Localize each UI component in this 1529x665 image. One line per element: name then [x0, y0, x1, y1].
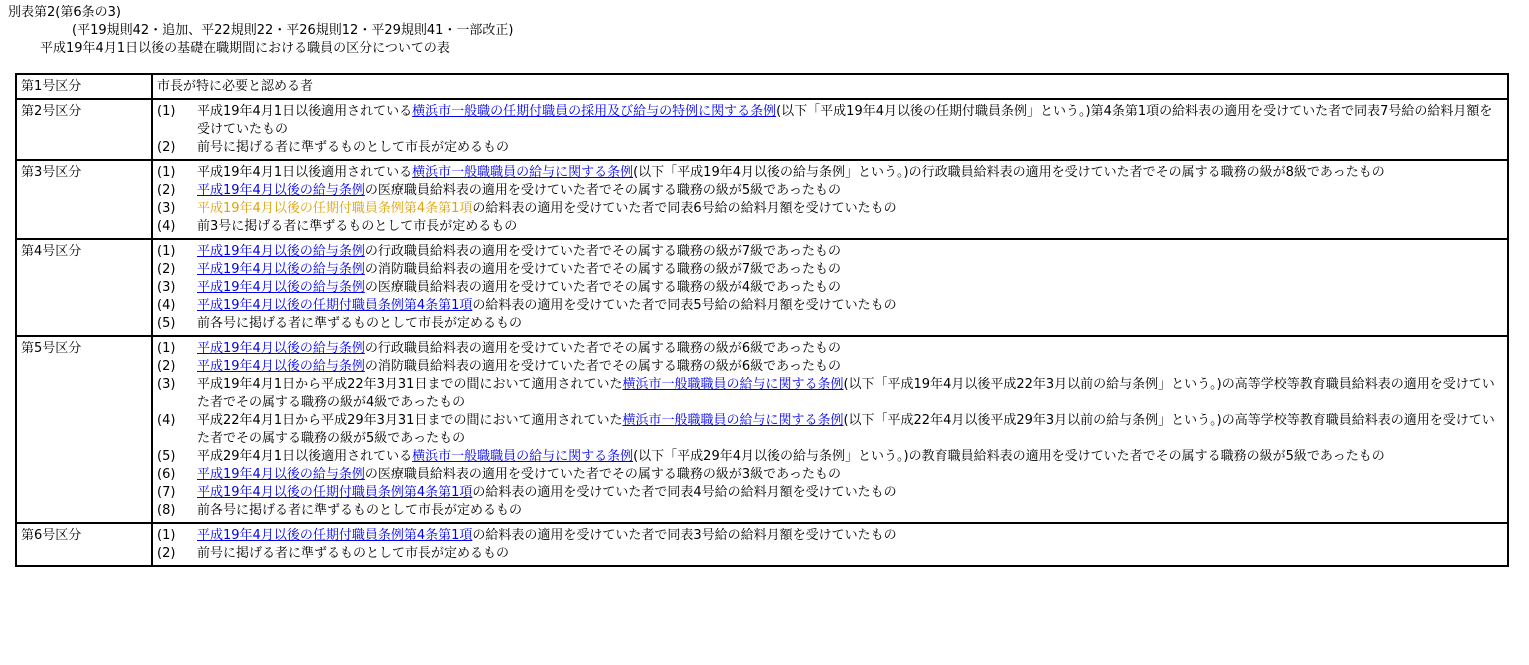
- item-number: (8): [157, 503, 176, 518]
- category-criteria: [152, 239, 1508, 336]
- category-label: 第3号区分: [16, 160, 152, 239]
- table-heading: [0, 0, 1529, 58]
- table-row: [16, 99, 1508, 160]
- list-item: [157, 502, 1503, 520]
- item-text: [197, 466, 1503, 484]
- list-item: [157, 448, 1503, 466]
- item-text: [197, 315, 1503, 333]
- classification-table: [15, 73, 1509, 567]
- item-number: (6): [157, 467, 176, 482]
- item-text: [197, 502, 1503, 520]
- ordinance-link[interactable]: 平成19年4月以後の給与条例: [197, 467, 365, 482]
- category-criteria: [152, 336, 1508, 523]
- item-text-pre: 平成19年4月1日以後適用されている: [197, 104, 413, 119]
- item-text-pre: 平成19年4月1日以後適用されている: [197, 165, 413, 180]
- ordinance-link[interactable]: 平成19年4月以後の給与条例: [197, 280, 365, 295]
- table-row: [16, 523, 1508, 566]
- item-text-pre: 平成22年4月1日から平成29年3月31日までの間において適用されていた: [197, 413, 623, 428]
- item-text-post: の消防職員給料表の適用を受けていた者でその属する職務の級が7級であったもの: [364, 262, 841, 277]
- item-number: (1): [157, 165, 176, 180]
- table-row: [16, 160, 1508, 239]
- item-text-pre: 前3号に掲げる者に準ずるものとして市長が定めるもの: [197, 219, 518, 234]
- item-number: (1): [157, 104, 176, 119]
- list-item: [157, 139, 1503, 157]
- item-text-post: (以下「平成22年4月以後平成29年3月以前の給与条例」という。)の高等学校等教育職員給料表の適用を受けていた者でその属する職務の級が5級であったもの: [197, 413, 1495, 446]
- item-text: [197, 358, 1503, 376]
- item-number: (1): [157, 244, 176, 259]
- item-text-post: の給料表の適用を受けていた者で同表4号給の給料月額を受けていたもの: [472, 485, 897, 500]
- item-text-pre: 前号に掲げる者に準ずるものとして市長が定めるもの: [197, 546, 510, 561]
- ordinance-link[interactable]: 平成19年4月以後の任期付職員条例第4条第1項: [197, 528, 473, 543]
- item-text-post: の医療職員給料表の適用を受けていた者でその属する職務の級が5級であったもの: [364, 183, 841, 198]
- item-text-post: (以下「平成19年4月以後の給与条例」という。)の行政職員給料表の適用を受けていた者でその属する職務の級が8級であったもの: [633, 165, 1385, 180]
- list-item: [157, 279, 1503, 297]
- item-text-pre: 前各号に掲げる者に準ずるものとして市長が定めるもの: [197, 503, 523, 518]
- ordinance-link[interactable]: 平成19年4月以後の給与条例: [197, 341, 365, 356]
- item-number: (2): [157, 262, 176, 277]
- list-item: [157, 484, 1503, 502]
- criteria-text: 市長が特に必要と認める者: [157, 79, 314, 94]
- ordinance-link[interactable]: 平成19年4月以後の任期付職員条例第4条第1項: [197, 485, 473, 500]
- item-number: (2): [157, 183, 176, 198]
- amendment-history: (平19規則42・追加、平22規則22・平26規則12・平29規則41・一部改正): [72, 23, 514, 38]
- item-text-post: の給料表の適用を受けていた者で同表3号給の給料月額を受けていたもの: [472, 528, 897, 543]
- item-text-pre: 前各号に掲げる者に準ずるものとして市長が定めるもの: [197, 316, 523, 331]
- ordinance-link-highlighted[interactable]: 平成19年4月以後の任期付職員条例第4条第1項: [197, 201, 473, 216]
- category-label: 第2号区分: [16, 99, 152, 160]
- list-item: [157, 466, 1503, 484]
- list-item: [157, 376, 1503, 412]
- item-text: [197, 243, 1503, 261]
- table-caption: 平成19年4月1日以後の基礎在職期間における職員の区分についての表: [40, 41, 450, 56]
- item-text-post: (以下「平成29年4月以後の給与条例」という。)の教育職員給料表の適用を受けていた者でその属する職務の級が5級であったもの: [633, 449, 1385, 464]
- item-text-post: の給料表の適用を受けていた者で同表6号給の給料月額を受けていたもの: [472, 201, 897, 216]
- item-number: (4): [157, 298, 176, 313]
- item-number: (2): [157, 359, 176, 374]
- item-text: [197, 484, 1503, 502]
- item-text-pre: 平成19年4月1日から平成22年3月31日までの間において適用されていた: [197, 377, 623, 392]
- item-number: (1): [157, 528, 176, 543]
- item-text: [197, 182, 1503, 200]
- item-number: (3): [157, 377, 176, 392]
- table-row: [16, 239, 1508, 336]
- category-label: 第1号区分: [16, 74, 152, 99]
- ordinance-link[interactable]: 横浜市一般職の任期付職員の採用及び給与の特例に関する条例: [412, 104, 777, 119]
- item-text: [197, 200, 1503, 218]
- ordinance-link[interactable]: 平成19年4月以後の給与条例: [197, 244, 365, 259]
- item-text-post: の行政職員給料表の適用を受けていた者でその属する職務の級が6級であったもの: [364, 341, 841, 356]
- item-text: [197, 448, 1503, 466]
- item-text: [197, 527, 1503, 545]
- item-number: (3): [157, 280, 176, 295]
- list-item: [157, 340, 1503, 358]
- item-text: [197, 412, 1503, 448]
- category-label: 第4号区分: [16, 239, 152, 336]
- item-number: (7): [157, 485, 176, 500]
- item-number: (5): [157, 316, 176, 331]
- item-text-post: の医療職員給料表の適用を受けていた者でその属する職務の級が4級であったもの: [364, 280, 841, 295]
- list-item: [157, 315, 1503, 333]
- ordinance-link[interactable]: 平成19年4月以後の給与条例: [197, 183, 365, 198]
- category-criteria: [152, 99, 1508, 160]
- category-criteria: [152, 74, 1508, 99]
- ordinance-link[interactable]: 平成19年4月以後の給与条例: [197, 262, 365, 277]
- item-number: (2): [157, 546, 176, 561]
- item-text-post: の医療職員給料表の適用を受けていた者でその属する職務の級が3級であったもの: [364, 467, 841, 482]
- list-item: [157, 200, 1503, 218]
- list-item: [157, 545, 1503, 563]
- item-text-pre: 前号に掲げる者に準ずるものとして市長が定めるもの: [197, 140, 510, 155]
- ordinance-link[interactable]: 横浜市一般職職員の給与に関する条例: [622, 377, 844, 392]
- annex-title: 別表第2(第6条の3): [8, 5, 121, 20]
- category-label: 第5号区分: [16, 336, 152, 523]
- item-text-pre: 平成29年4月1日以後適用されている: [197, 449, 413, 464]
- list-item: [157, 182, 1503, 200]
- table-row: [16, 74, 1508, 99]
- item-text: [197, 297, 1503, 315]
- item-number: (4): [157, 219, 176, 234]
- ordinance-link[interactable]: 平成19年4月以後の給与条例: [197, 359, 365, 374]
- item-text: [197, 545, 1503, 563]
- item-text-post: の消防職員給料表の適用を受けていた者でその属する職務の級が6級であったもの: [364, 359, 841, 374]
- item-text-post: (以下「平成19年4月以後の任期付職員条例」という。)第4条第1項の給料表の適用を受けていた者で同表7号給の給料月額を受けていたもの: [197, 104, 1493, 137]
- item-number: (2): [157, 140, 176, 155]
- list-item: [157, 412, 1503, 448]
- item-number: (3): [157, 201, 176, 216]
- item-text: [197, 164, 1503, 182]
- list-item: [157, 261, 1503, 279]
- list-item: [157, 218, 1503, 236]
- item-text: [197, 139, 1503, 157]
- table-row: [16, 336, 1508, 523]
- item-text: [197, 279, 1503, 297]
- item-text: [197, 340, 1503, 358]
- ordinance-link[interactable]: 横浜市一般職職員の給与に関する条例: [622, 413, 844, 428]
- list-item: [157, 358, 1503, 376]
- item-number: (5): [157, 449, 176, 464]
- item-text: [197, 218, 1503, 236]
- item-text: [197, 103, 1503, 139]
- category-criteria: [152, 160, 1508, 239]
- item-text-post: (以下「平成19年4月以後平成22年3月以前の給与条例」という。)の高等学校等教育職員給料表の適用を受けていた者でその属する職務の級が4級であったもの: [197, 377, 1495, 410]
- ordinance-link[interactable]: 横浜市一般職職員の給与に関する条例: [412, 449, 634, 464]
- item-text-post: の給料表の適用を受けていた者で同表5号給の給料月額を受けていたもの: [472, 298, 897, 313]
- list-item: [157, 103, 1503, 139]
- item-text: [197, 261, 1503, 279]
- item-number: (4): [157, 413, 176, 428]
- item-text-post: の行政職員給料表の適用を受けていた者でその属する職務の級が7級であったもの: [364, 244, 841, 259]
- category-label: 第6号区分: [16, 523, 152, 566]
- list-item: [157, 527, 1503, 545]
- item-number: (1): [157, 341, 176, 356]
- ordinance-link[interactable]: 横浜市一般職職員の給与に関する条例: [412, 165, 634, 180]
- category-criteria: [152, 523, 1508, 566]
- list-item: [157, 297, 1503, 315]
- list-item: [157, 164, 1503, 182]
- ordinance-link[interactable]: 平成19年4月以後の任期付職員条例第4条第1項: [197, 298, 473, 313]
- list-item: [157, 243, 1503, 261]
- item-text: [197, 376, 1503, 412]
